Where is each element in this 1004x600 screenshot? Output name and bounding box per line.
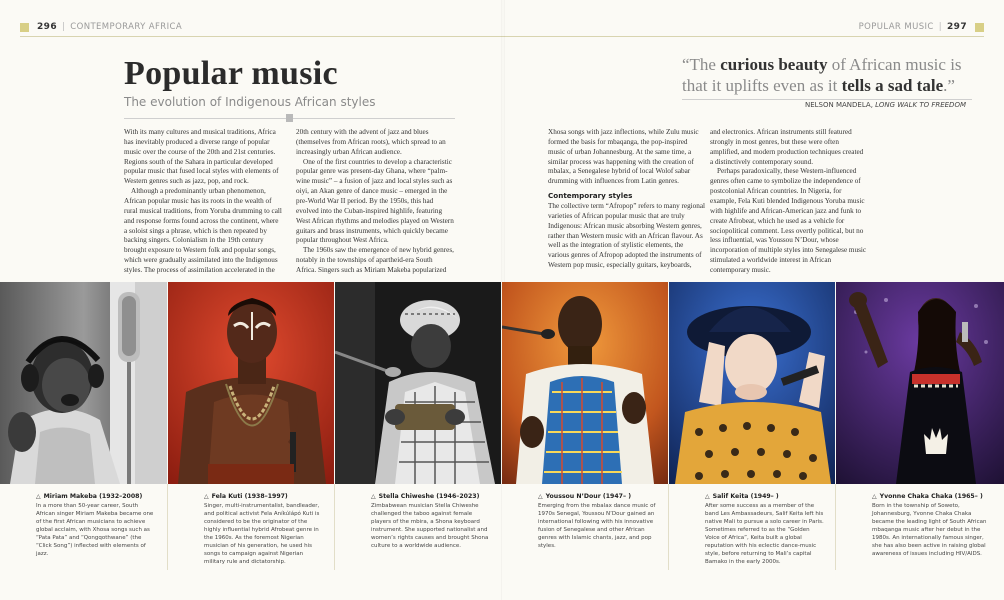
caption-name: Fela Kuti (1938–1997) — [211, 493, 288, 500]
page-subtitle: The evolution of Indigenous African styles — [124, 95, 376, 109]
quote-rule — [682, 99, 972, 100]
caption-divider — [334, 484, 335, 570]
text-column-3 — [548, 128, 706, 271]
caption-title — [538, 493, 658, 502]
body-paragraph: 20th century with the advent of jazz and blues (themselves from African roots), which spread to an increasingly urban African audience. — [296, 128, 446, 156]
title-rule-marker — [286, 114, 293, 122]
photo-youssou-ndour — [502, 282, 668, 484]
caption-text: Zimbabwean musician Stella Chiweshe challenged the taboo against female players of the mbira, a Shona keyboard instrument. She supported nationalist and women’s rights causes and brought Shona culture to a worldwide audience. — [371, 502, 489, 549]
caption-youssou-ndour — [502, 484, 668, 600]
body-paragraph: The 1960s saw the emergence of new hybrid genres, notably in the townships of apartheid-era South Africa. Singers such as Miriam Makeba popularized — [296, 246, 454, 275]
header-divider: | — [62, 22, 66, 32]
quote-text: of African music is that it uplifts even as it — [682, 55, 962, 95]
caption-fela-kuti — [168, 484, 334, 600]
caption-title — [204, 493, 324, 502]
text-column-2 — [296, 128, 454, 276]
caption-title — [705, 493, 825, 502]
caption-title — [36, 493, 157, 502]
caption-text: After some success as a member of the band Les Ambassadeurs, Salif Keita left his native Mali to pursue a solo career in Paris. Sometimes referred to as the “Golden Voice of Africa”, Keita built a global reputation with his eclectic dance-music style, before returning to Mali’s capital Bamako in the early 2000s. — [705, 502, 824, 565]
caption-text: Emerging from the mbalax dance music of 1970s Senegal, Youssou N’Dour gained an international following with his innovative fusion of Senegalese and other African genres with Islamic chants, jazz, and pop styles. — [538, 502, 656, 549]
section-marker — [20, 23, 29, 32]
page-number-right: 297 — [947, 22, 967, 32]
running-header-right — [859, 17, 984, 37]
quote-emphasis: curious beauty — [720, 55, 828, 74]
caption-name: Yvonne Chaka Chaka (1965– ) — [879, 493, 983, 500]
triangle-pointer-icon: △ — [204, 493, 209, 500]
triangle-pointer-icon: △ — [538, 493, 543, 500]
section-heading: Contemporary styles — [548, 191, 633, 201]
caption-salif-keita — [669, 484, 835, 600]
triangle-pointer-icon: △ — [371, 493, 376, 500]
caption-divider — [167, 484, 168, 570]
caption-name: Stella Chiweshe (1946–2023) — [378, 493, 480, 500]
section-name: CONTEMPORARY AFRICA — [70, 22, 183, 32]
quote-attribution — [805, 101, 966, 109]
quote-text: .” — [943, 75, 955, 95]
caption-divider — [668, 484, 669, 570]
body-paragraph: With its many cultures and musical traditions, Africa has inevitably produced a diverse range of popular music over the course of the 20th and 21st centuries. Regions south of the Sahara in particular developed popular music that fused local styles with elements of Western genres such as jazz, pop, and rock. — [124, 128, 279, 186]
caption-text: Singer, multi-instrumentalist, bandleader, and political activist Fela Aníkúlápó Kuti is considered to be the originator of the highly influential hybrid Afrobeat genre in the 1960s. As the foremost Nigerian musician of his generation, he used his songs to campaign against Nigerian military rule and dictatorship. — [204, 502, 320, 565]
chapter-name: POPULAR MUSIC — [858, 22, 934, 32]
text-column-1 — [124, 128, 282, 276]
caption-stella-chiweshe — [335, 484, 501, 600]
caption-title — [371, 493, 491, 502]
body-paragraph: The collective term “Afropop” refers to many regional varieties of African popular music that are truly Indigenous: African music absorbing Western genres, rather than Western music with an African flavour. As well as the integration of stylistic elements, the various genres of Afropop adopted the instruments of Western pop music, especially guitars, keyboards, — [548, 202, 706, 270]
photo-stella-chiweshe — [335, 282, 501, 484]
header-divider: | — [938, 22, 942, 32]
quote-emphasis: tells a sad tale — [841, 75, 944, 95]
body-paragraph: and electronics. African instruments still featured strongly in most genres, but these were often amplified, and modern production techniques created a distinctively contemporary sound. — [710, 128, 864, 166]
body-paragraph: Although a predominantly urban phenomenon, African popular music has its roots in the wealth of rural musical traditions, from Yoruba drumming to call and response forms found across the continent, where a soloist sings a phrase, which is then repeated by backing singers. Colonialism in the 19th century brought exposure to Western folk and popular songs, which were gradually assimilated into the Indigenous styles. The process of assimilation accelerated in the — [124, 187, 282, 275]
triangle-pointer-icon: △ — [36, 493, 41, 500]
caption-text: In a more than 50-year career, South African singer Miriam Makeba became one of the first African musicians to achieve global acclaim, with Xhosa songs such as “Pata Pata” and “Qongqothwane” (the “Click Song”) inflected with elements of jazz. — [36, 502, 154, 557]
caption-name: Salif Keita (1949– ) — [712, 493, 779, 500]
photo-fela-kuti — [168, 282, 334, 484]
caption-row — [0, 484, 1004, 600]
quote-author: NELSON MANDELA, — [805, 101, 876, 109]
quote-source: LONG WALK TO FREEDOM — [875, 101, 966, 109]
text-column-4 — [710, 128, 868, 276]
page-number-left: 296 — [37, 22, 57, 32]
caption-name: Youssou N’Dour (1947– ) — [545, 493, 632, 500]
body-paragraph: Perhaps paradoxically, these Western-influenced genres often came to symbolize the independence of postcolonial African countries. In Nigeria, for example, Fela Kuti blended Indigenous Yoruba music with highlife and African-American jazz and funk to create Afrobeat, which he used as a vehicle for sociopolitical comment. Less overtly political, but no less influential, was Youssou N’Dour, whose incorporation of multiple styles into Senegalese music stimulated a worldwide interest in African contemporary music. — [710, 167, 867, 275]
caption-divider — [835, 484, 836, 570]
triangle-pointer-icon: △ — [705, 493, 710, 500]
caption-title — [872, 493, 994, 502]
page-title: Popular music — [124, 55, 338, 92]
body-paragraph: One of the first countries to develop a characteristic popular genre was present-day Ghana, where “palm-wine music” – a fusion of jazz and local styles such as oiyi, an Akan genre of dance music – emerged in the pre-World War II period. By the 1950s, this had evolved into the Cuban-inspired highlife, featuring West African rhythms and melodies played on Western guitars and brass instruments, which quickly became popular throughout West Africa. — [296, 157, 454, 245]
photo-miriam-makeba — [0, 282, 167, 484]
quote-text: “The — [682, 55, 721, 74]
caption-name: Miriam Makeba (1932–2008) — [43, 493, 143, 500]
section-marker — [975, 23, 984, 32]
caption-miriam-makeba — [0, 484, 167, 600]
photo-yvonne-chaka-chaka — [836, 282, 1004, 484]
caption-text: Born in the township of Soweto, Johannesburg, Yvonne Chaka Chaka became the leading light of South African mbaqanga music after her debut in the 1980s. An internationally famous singer, she has also been active in raising global awareness of issues including HIV/AIDS. — [872, 502, 987, 557]
photo-strip — [0, 282, 1004, 484]
running-header-left — [20, 17, 182, 37]
photo-salif-keita — [669, 282, 835, 484]
caption-yvonne-chaka-chaka — [836, 484, 1004, 600]
triangle-pointer-icon: △ — [872, 493, 877, 500]
pull-quote — [682, 55, 972, 96]
body-paragraph: Xhosa songs with jazz inflections, while Zulu music formed the basis for mbaqanga, the pop-inspired music of urban Johannesburg. At the same time, a similar process was happening with the creation of mbalax, a Senegalese hybrid of local Wolof sabar drumming with influences from Latin genres. — [548, 128, 699, 186]
